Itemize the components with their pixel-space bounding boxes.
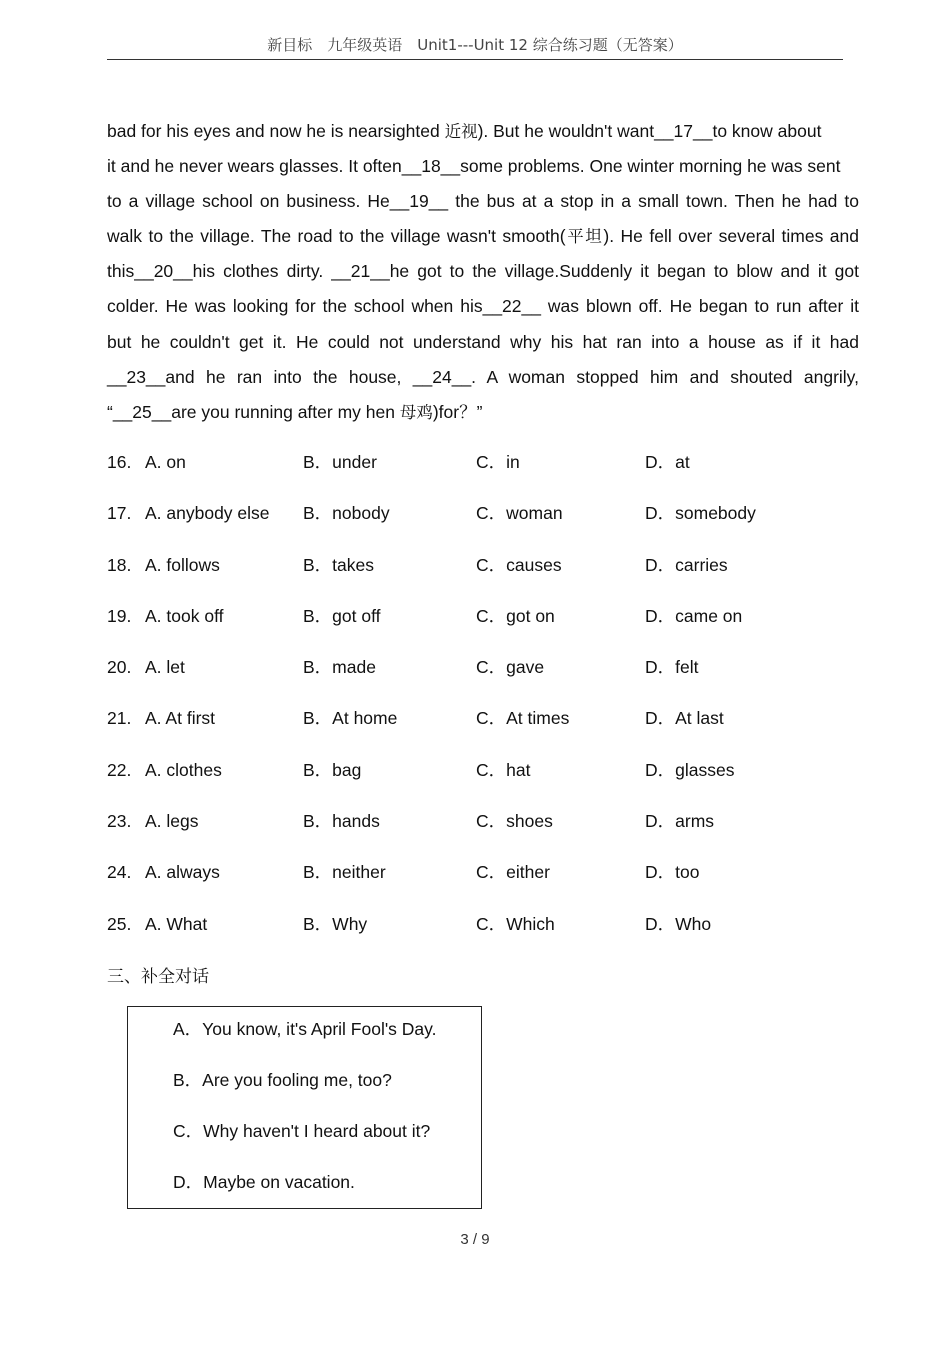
passage-line [107,184,859,219]
option-a: A. follows [145,554,220,575]
option-a: A. let [145,657,185,678]
option-d: D．somebody [645,503,756,524]
option-d: D．At last [645,708,724,729]
option-d: D．felt [645,657,699,678]
question-number: 18. [107,554,132,575]
question-row [107,847,867,898]
option-d: D．came on [645,605,743,626]
question-number: 23. [107,811,132,832]
question-row [107,899,867,950]
question-number: 17. [107,503,132,524]
passage-line [107,149,859,184]
passage-line [107,219,859,254]
question-row [107,488,867,539]
passage-text: ). But he wouldn't want__17__to know about [477,121,822,141]
passage-text: bad for his eyes and now he is nearsighted [107,121,445,141]
question-row [107,540,867,591]
passage-text: this__20__his clothes dirty. __21__he got to the village.Suddenly it began to blow and it got [107,261,859,282]
option-d: D．carries [645,554,728,575]
passage-line [107,325,859,360]
header-rule [107,59,843,60]
option-b: B．Why [303,913,368,934]
option-a: A. took off [145,605,224,626]
passage-line [107,254,859,289]
option-c: C．got on [476,605,555,626]
passage-line [107,395,859,430]
question-number: 19. [107,605,132,626]
option-a: A. At first [145,708,216,729]
option-c: C．Which [476,913,555,934]
option-a: A. anybody else [145,503,270,524]
dialogue-option: A．You know, it's April Fool's Day. [173,1019,437,1039]
question-row [107,796,867,847]
question-row [107,437,867,488]
dialogue-option: B．Are you fooling me, too? [173,1070,392,1090]
option-d: D．arms [645,811,715,832]
question-number: 21. [107,708,132,729]
option-c: C．causes [476,554,562,575]
option-a: A. legs [145,811,199,832]
passage-text: __23__and he ran into the house, __24__. A woman stopped him and shouted angrily, [107,366,859,387]
passage-text: 平坦 [565,227,604,247]
passage-line [107,114,859,149]
passage-text: but he couldn't get it. He could not understand why his hat ran into a house as if it had [107,331,859,352]
option-b: B．takes [303,554,374,575]
option-d: D．Who [645,913,712,934]
question-row [107,591,867,642]
dialogue-options-box [127,1006,482,1209]
question-number: 25. [107,913,132,934]
option-b: B．under [303,452,377,472]
option-a: A. on [145,452,186,472]
option-c: C．woman [476,503,563,524]
option-a: A. clothes [145,759,222,780]
question-row [107,745,867,796]
question-row [107,693,867,744]
option-c: C．hat [476,759,531,780]
question-number: 24. [107,862,132,883]
option-c: C．shoes [476,811,553,832]
cloze-passage [107,114,859,430]
option-b: B．bag [303,759,362,780]
passage-text: “__25__are you running after my hen [107,401,400,422]
option-d: D．at [645,452,690,472]
passage-text: ). He fell over several times and [603,226,860,247]
option-c: C．in [476,452,520,472]
dialogue-option: C．Why haven't I heard about it? [173,1121,431,1141]
option-b: B．got off [303,605,381,626]
option-b: B．nobody [303,503,390,524]
passage-text: )for？” [432,401,483,422]
passage-text: 母鸡 [399,402,433,422]
question-number: 22. [107,759,132,780]
option-b: B．hands [303,811,380,832]
option-c: C．either [476,862,550,883]
option-c: C．At times [476,708,570,729]
section-title: 三、补全对话 [107,967,209,987]
option-b: B．At home [303,708,398,729]
option-b: B．neither [303,862,386,883]
page-header: 新目标 九年级英语 Unit1---Unit 12 综合练习题（无答案） [267,36,683,54]
question-number: 20. [107,657,132,678]
question-list [107,437,867,950]
question-number: 16. [107,452,132,472]
option-c: C．gave [476,657,545,678]
passage-text: 近视 [444,122,478,141]
passage-text: it and he never wears glasses. It often__18__some problems. One winter morning he was sent [107,156,841,177]
passage-line [107,360,859,395]
option-d: D．too [645,862,700,883]
dialogue-option: D．Maybe on vacation. [173,1172,355,1192]
passage-text: walk to the village. The road to the village wasn't smooth( [107,226,566,247]
question-row [107,642,867,693]
passage-text: to a village school on business. He__19__ the bus at a stop in a small town. Then he had to [107,191,859,212]
passage-text: colder. He was looking for the school when his__22__ was blown off. He began to run after it [107,296,859,317]
option-b: B．made [303,657,376,678]
option-d: D．glasses [645,759,735,780]
page-number: 3 / 9 [460,1231,490,1248]
option-a: A. always [145,862,220,883]
option-a: A. What [145,913,208,934]
passage-line [107,289,859,324]
